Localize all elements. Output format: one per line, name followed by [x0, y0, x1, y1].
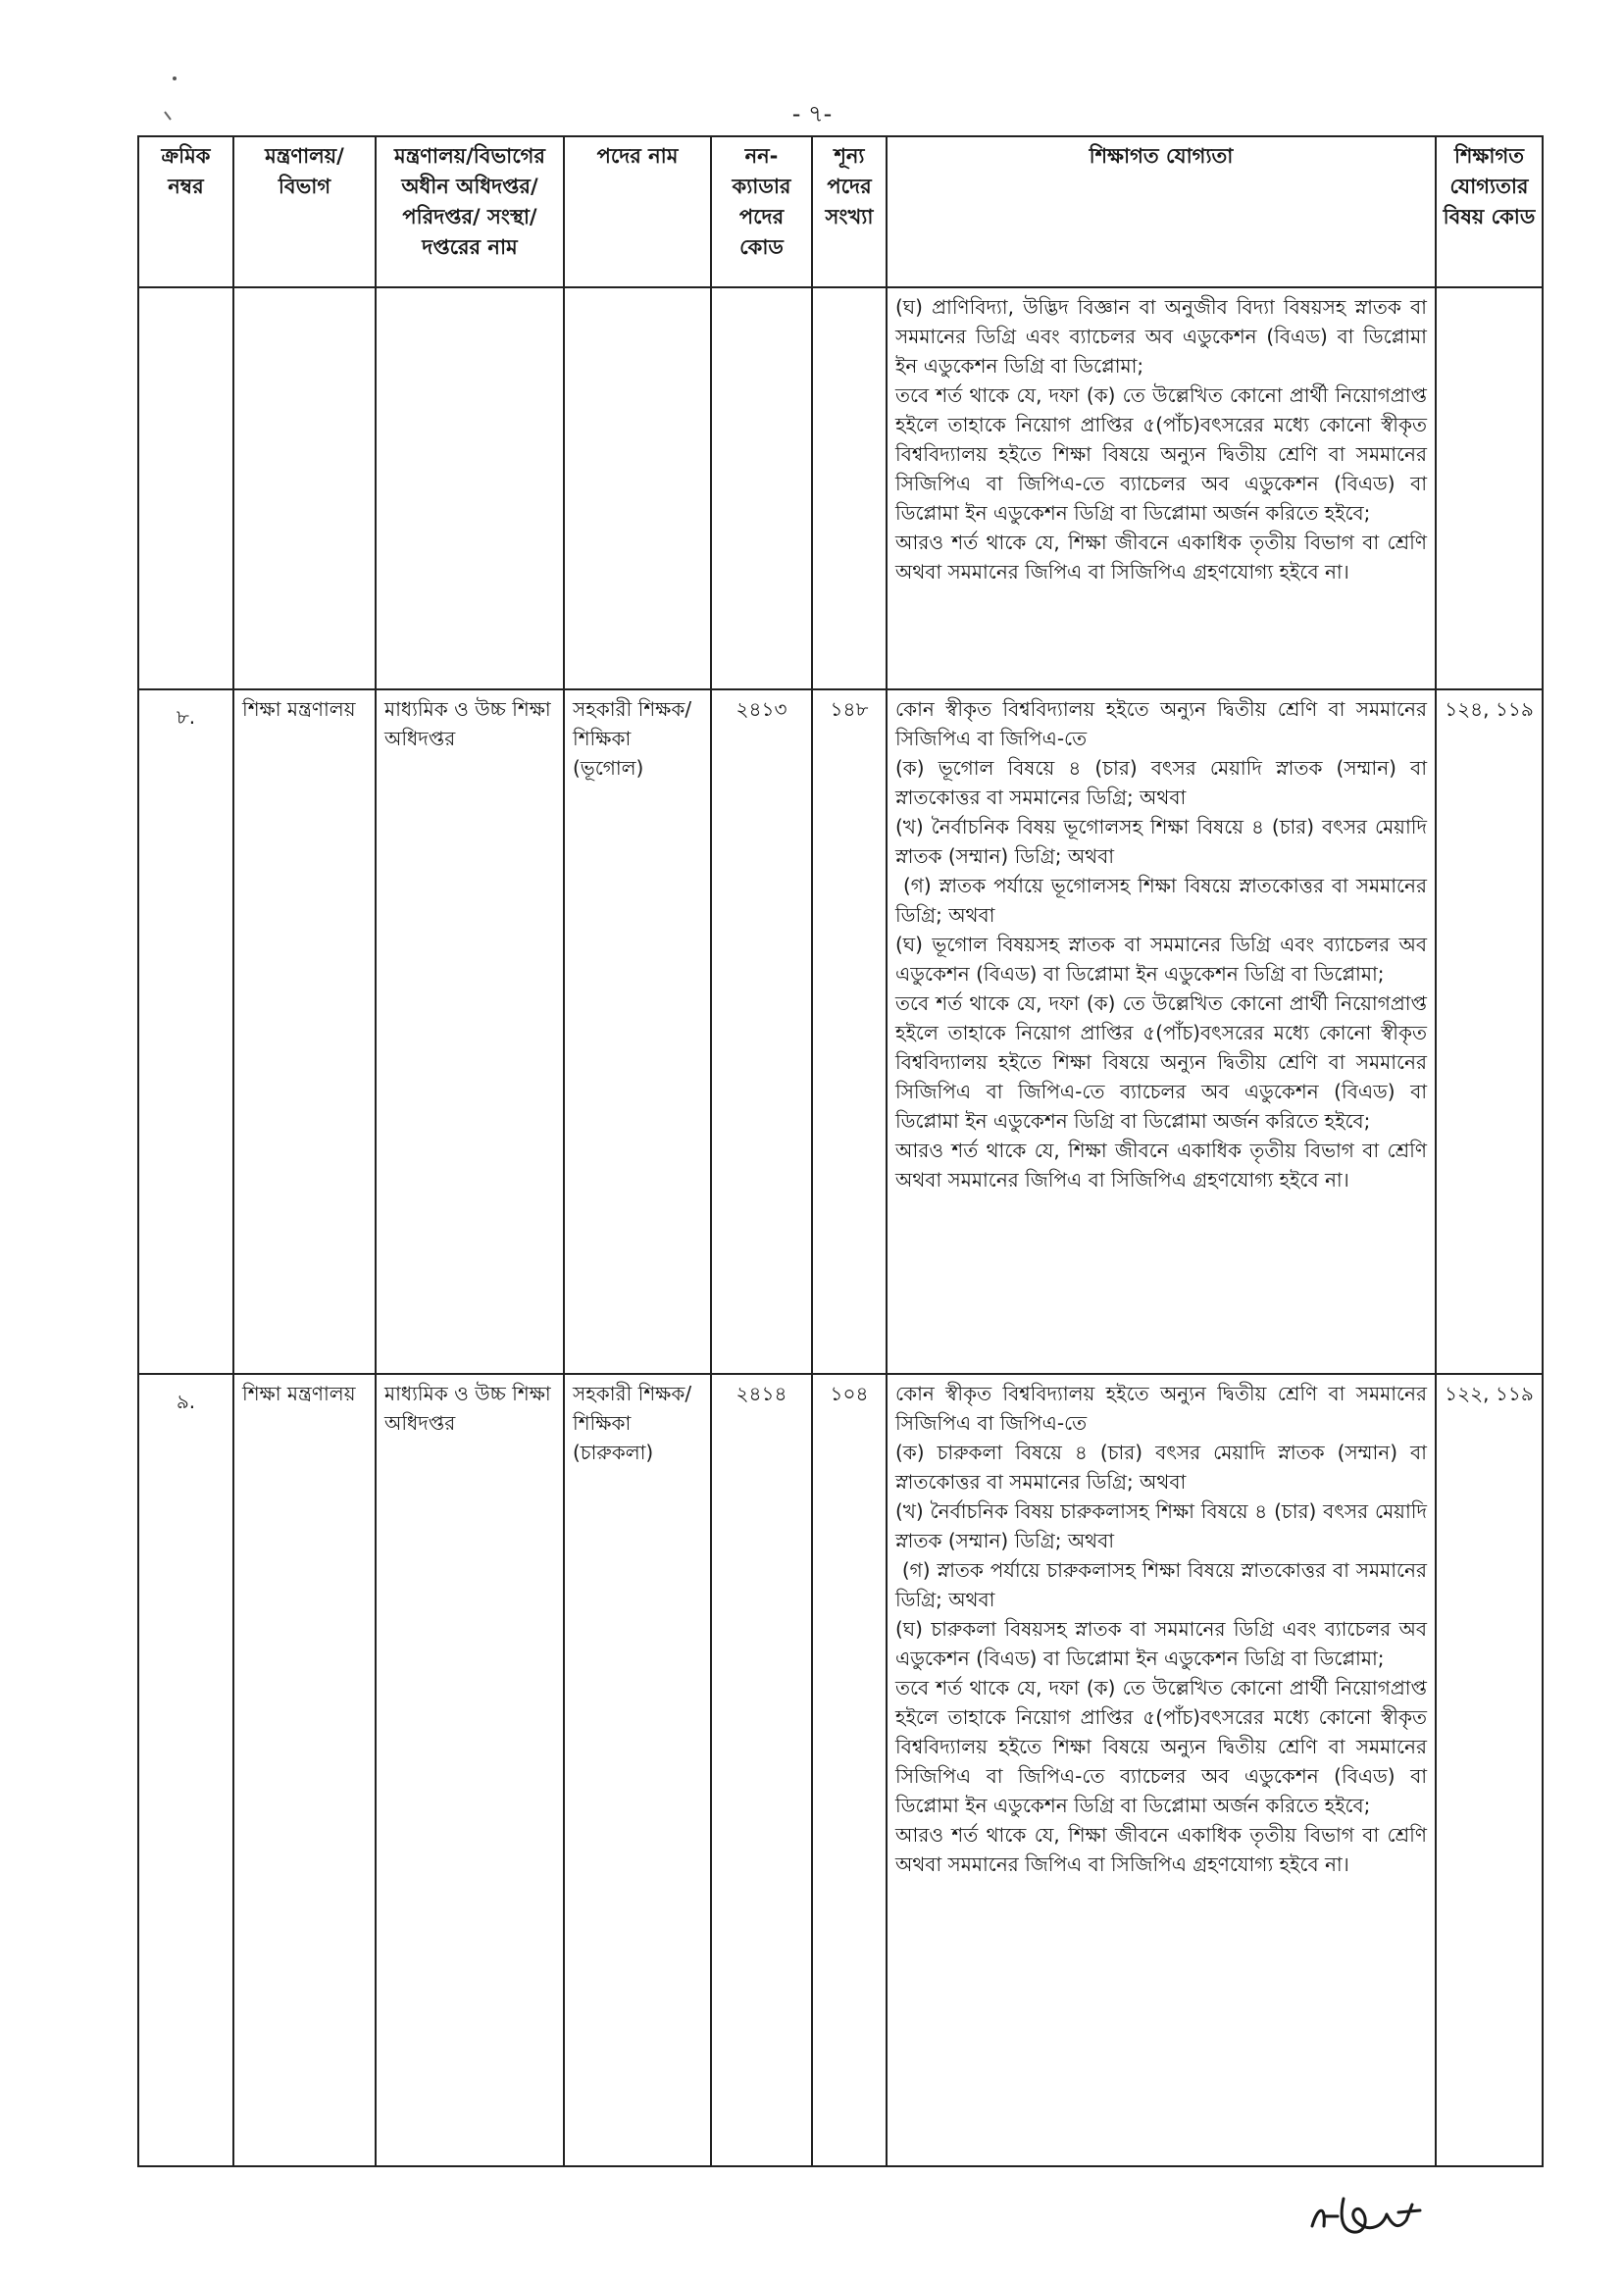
qualification-line: (ঘ) প্রাণিবিদ্যা, উদ্ভিদ বিজ্ঞান বা অনুজীব বিদ্যা বিষয়সহ স্নাতক বা সমমানের ডিগ্রি এবং ব্যাচেলর অব এডুকেশন (বিএড) বা ডিপ্লোমা ইন এডুকেশন ডিগ্রি বা ডিপ্লোমা; — [895, 295, 1434, 378]
qualification-line: আরও শর্ত থাকে যে, শিক্ষা জীবনে একাধিক তৃতীয় বিভাগ বা শ্রেণি অথবা সমমানের জিপিএ বা সিজিপিএ গ্রহণযোগ্য হইবে না। — [895, 1139, 1434, 1192]
table-cell — [138, 287, 233, 689]
qualification-line: তবে শর্ত থাকে যে, দফা (ক) তে উল্লেখিত কোনো প্রার্থী নিয়োগপ্রাপ্ত হইলে তাহাকে নিয়োগ প্রাপ্তির ৫(পাঁচ)বৎসরের মধ্যে কোনো স্বীকৃত বিশ্ববিদ্যালয় হইতে শিক্ষা বিষয়ে অন্যুন দ্বিতীয় শ্রেণি বা সমমানের সিজিপিএ বা জিপিএ-তে ব্যাচেলর অব এডুকেশন (বিএড) বা ডিপ্লোমা ইন এডুকেশন ডিগ্রি বা ডিপ্লোমা অর্জন করিতে হইবে; — [895, 383, 1434, 525]
qualification-line: (গ) স্নাতক পর্যায়ে ভূগোলসহ শিক্ষা বিষয়ে স্নাতকোত্তর বা সমমানের ডিগ্রি; অথবা — [895, 874, 1434, 927]
table-cell — [233, 287, 376, 689]
office-cell: মাধ্যমিক ও উচ্চ শিক্ষা অধিদপ্তর — [376, 1374, 564, 2166]
table-cell — [376, 287, 564, 689]
qualification-line: (খ) নৈর্বাচনিক বিষয় ভূগোলসহ শিক্ষা বিষয়ে ৪ (চার) বৎসর মেয়াদি স্নাতক (সম্মান) ডিগ্রি; অথবা — [895, 815, 1434, 868]
qualification-line: (ক) চারুকলা বিষয়ে ৪ (চার) বৎসর মেয়াদি স্নাতক (সম্মান) বা স্নাতকোত্তর বা সমমানের ডিগ্রি; অথবা — [895, 1441, 1434, 1494]
table-cell — [1436, 287, 1543, 689]
header-subject-code: শিক্ষাগত যোগ্যতার বিষয় কোড — [1436, 136, 1543, 287]
qualification-line: (খ) নৈর্বাচনিক বিষয় চারুকলাসহ শিক্ষা বিষয়ে ৪ (চার) বৎসর মেয়াদি স্নাতক (সম্মান) ডিগ্রি; অথবা — [895, 1499, 1434, 1552]
header-vacancy: শূন্য পদের সংখ্যা — [812, 136, 887, 287]
table-cell — [711, 287, 812, 689]
header-code: নন-ক্যাডার পদের কোড — [711, 136, 812, 287]
qualification-line: (ঘ) চারুকলা বিষয়সহ স্নাতক বা সমমানের ডিগ্রি এবং ব্যাচেলর অব এডুকেশন (বিএড) বা ডিপ্লোমা ইন এডুকেশন ডিগ্রি বা ডিপ্লোমা; — [895, 1617, 1434, 1670]
qualification-line: তবে শর্ত থাকে যে, দফা (ক) তে উল্লেখিত কোনো প্রার্থী নিয়োগপ্রাপ্ত হইলে তাহাকে নিয়োগ প্রাপ্তির ৫(পাঁচ)বৎসরের মধ্যে কোনো স্বীকৃত বিশ্ববিদ্যালয় হইতে শিক্ষা বিষয়ে অন্যুন দ্বিতীয় শ্রেণি বা সমমানের সিজিপিএ বা জিপিএ-তে ব্যাচেলর অব এডুকেশন (বিএড) বা ডিপ্লোমা ইন এডুকেশন ডিগ্রি বা ডিপ্লোমা অর্জন করিতে হইবে; — [895, 991, 1434, 1133]
header-serial: ক্রমিক নম্বর — [138, 136, 233, 287]
header-qualification: শিক্ষাগত যোগ্যতা — [887, 136, 1436, 287]
vacancy-cell: ১৪৮ — [812, 689, 887, 1374]
office-cell: মাধ্যমিক ও উচ্চ শিক্ষা অধিদপ্তর — [376, 689, 564, 1374]
ministry-cell: শিক্ষা মন্ত্রণালয় — [233, 1374, 376, 2166]
header-ministry: মন্ত্রণালয়/ বিভাগ — [233, 136, 376, 287]
qualification-line: কোন স্বীকৃত বিশ্ববিদ্যালয় হইতে অন্যুন দ্বিতীয় শ্রেণি বা সমমানের সিজিপিএ বা জিপিএ-তে — [895, 1382, 1434, 1435]
table-header-row — [138, 136, 1543, 287]
qualification-line: (ক) ভূগোল বিষয়ে ৪ (চার) বৎসর মেয়াদি স্নাতক (সম্মান) বা স্নাতকোত্তর বা সমমানের ডিগ্রি; অথবা — [895, 756, 1434, 809]
table-row — [138, 689, 1543, 1374]
code-cell: ২৪১৩ — [711, 689, 812, 1374]
qualification-line: আরও শর্ত থাকে যে, শিক্ষা জীবনে একাধিক তৃতীয় বিভাগ বা শ্রেণি অথবা সমমানের জিপিএ বা সিজিপিএ গ্রহণযোগ্য হইবে না। — [895, 531, 1434, 583]
qualification-cell — [887, 287, 1436, 689]
qualification-line: (গ) স্নাতক পর্যায়ে চারুকলাসহ শিক্ষা বিষয়ে স্নাতকোত্তর বা সমমানের ডিগ্রি; অথবা — [895, 1558, 1434, 1611]
post-cell: সহকারী শিক্ষক/ শিক্ষিকা (চারুকলা) — [564, 1374, 711, 2166]
recruitment-table — [137, 135, 1544, 2167]
scan-mark — [157, 69, 186, 127]
subject-code-cell: ১২২, ১১৯ — [1436, 1374, 1543, 2166]
serial-cell: ৯. — [138, 1374, 233, 2166]
table-cell — [812, 287, 887, 689]
qualification-line: (ঘ) ভূগোল বিষয়সহ স্নাতক বা সমমানের ডিগ্রি এবং ব্যাচেলর অব এডুকেশন (বিএড) বা ডিপ্লোমা ইন এডুকেশন ডিগ্রি বা ডিপ্লোমা; — [895, 933, 1434, 986]
qualification-line: তবে শর্ত থাকে যে, দফা (ক) তে উল্লেখিত কোনো প্রার্থী নিয়োগপ্রাপ্ত হইলে তাহাকে নিয়োগ প্রাপ্তির ৫(পাঁচ)বৎসরের মধ্যে কোনো স্বীকৃত বিশ্ববিদ্যালয় হইতে শিক্ষা বিষয়ে অন্যুন দ্বিতীয় শ্রেণি বা সমমানের সিজিপিএ বা জিপিএ-তে ব্যাচেলর অব এডুকেশন (বিএড) বা ডিপ্লোমা ইন এডুকেশন ডিগ্রি বা ডিপ্লোমা অর্জন করিতে হইবে; — [895, 1676, 1434, 1817]
header-office: মন্ত্রণালয়/বিভাগের অধীন অধিদপ্তর/ পরিদপ্তর/ সংস্থা/ দপ্তরের নাম — [376, 136, 564, 287]
serial-cell: ৮. — [138, 689, 233, 1374]
ministry-cell: শিক্ষা মন্ত্রণালয় — [233, 689, 376, 1374]
qualification-cell — [887, 1374, 1436, 2166]
header-post: পদের নাম — [564, 136, 711, 287]
vacancy-cell: ১০৪ — [812, 1374, 887, 2166]
subject-code-cell: ১২৪, ১১৯ — [1436, 689, 1543, 1374]
table-row-continuation — [138, 287, 1543, 689]
qualification-cell — [887, 689, 1436, 1374]
post-cell: সহকারী শিক্ষক/ শিক্ষিকা (ভূগোল) — [564, 689, 711, 1374]
signature-mark — [1304, 2187, 1442, 2246]
qualification-line: আরও শর্ত থাকে যে, শিক্ষা জীবনে একাধিক তৃতীয় বিভাগ বা শ্রেণি অথবা সমমানের জিপিএ বা সিজিপিএ গ্রহণযোগ্য হইবে না। — [895, 1823, 1434, 1876]
page-number: - ৭- — [791, 100, 833, 127]
table-cell — [564, 287, 711, 689]
table-row — [138, 1374, 1543, 2166]
qualification-line: কোন স্বীকৃত বিশ্ববিদ্যালয় হইতে অন্যুন দ্বিতীয় শ্রেণি বা সমমানের সিজিপিএ বা জিপিএ-তে — [895, 697, 1434, 750]
code-cell: ২৪১৪ — [711, 1374, 812, 2166]
